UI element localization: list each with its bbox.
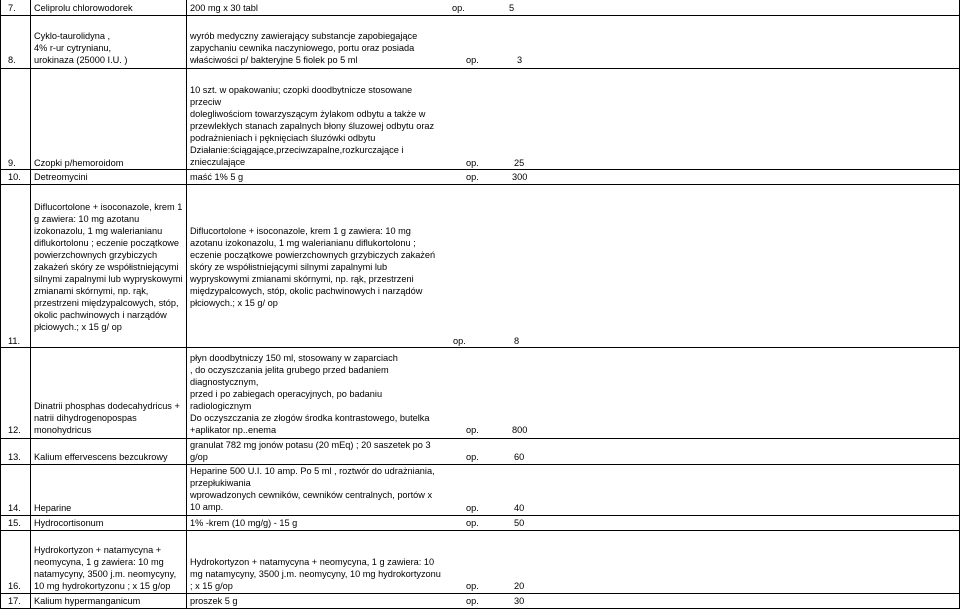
product-description: Hydrokortyzon + natamycyna + neomycyna, 1 g zawiera: 10 mg natamycyny, 3500 j.m. neomycyny, 10 mg hydrokortyzonu ; x 15 g/op [190,557,441,591]
quantity: 60 [514,452,525,462]
product-description: 200 mg x 30 tabl [190,3,258,13]
table-row [0,516,960,531]
product-description: granulat 782 mg jonów potasu (20 mEq) ; 20 saszetek po 3 g/op [190,440,431,462]
product-description: Heparine 500 U.I. 10 amp. Po 5 ml , roztwór do udrażniania, przepłukiwania wprowadzonych cewników, cewników centralnych, portów x 10 amp. [190,466,435,512]
unit-label: op. [466,55,479,65]
unit-label: op. [453,336,466,346]
table-row [0,465,960,516]
product-name: Cyklo-taurolidyna , 4% r-ur cytrynianu, urokinaza (25000 I.U. ) [34,31,128,65]
product-description: maść 1% 5 g [190,172,244,182]
quantity: 30 [514,596,525,606]
table-row [0,69,960,170]
table-row [0,594,960,609]
quantity: 8 [514,336,520,346]
table-row [0,185,960,348]
unit-label: op. [466,596,479,606]
unit-label: op. [466,158,479,168]
product-name: Kalium hypermanganicum [34,596,141,606]
row-number: 7. [8,3,16,13]
product-name: Hydrokortyzon + natamycyna + neomycyna, 1 g zawiera: 10 mg natamycyny, 3500 j.m. neomycyny, 10 mg hydrokortyzonu ; x 15 g/op [34,545,177,591]
unit-label: op. [466,172,479,182]
table-row [0,531,960,594]
product-name: Heparine [34,503,72,513]
product-name: Diflucortolone + isoconazole, krem 1 g zawiera: 10 mg azotanu izokonazolu, 1 mg walerianianu diflukortolonu ; eczenie początkowe powierzchownych grzybiczych zakażeń skóry ze współistniejącymi silnymi zapalnymi lub wypryskowymi zmianami skórnymi, np. rąk, przestrzeni międzypalcowych, stóp, okolic pachwinowych i narządów płciowych.; x 15 g/ op [34,202,183,332]
product-name: Kalium effervescens bezcukrowy [34,452,168,462]
unit-label: op. [466,425,479,435]
quantity: 25 [514,158,525,168]
product-description: wyrób medyczny zawierający substancje zapobiegające zapychaniu cewnika naczyniowego, portu oraz posiada właściwości p/ bakteryjne 5 fiolek po 5 ml [190,31,418,65]
product-name: Dinatrii phosphas dodecahydricus + natrii dihydrogenopospas monohydricus [34,401,180,435]
row-number: 12. [8,425,21,435]
quantity: 5 [509,3,515,13]
unit-label: op. [452,3,465,13]
product-name: Detreomycini [34,172,88,182]
row-number: 11. [8,336,21,346]
product-name: Hydrocortisonum [34,518,104,528]
quantity: 50 [514,518,525,528]
quantity: 3 [517,55,523,65]
unit-label: op. [466,518,479,528]
table-row [0,439,960,465]
product-description: płyn doodbytniczy 150 ml, stosowany w zaparciach , do oczyszczania jelita grubego przed badaniem diagnostycznym, przed i po zabiegach operacyjnych, po badaniu radiologicznym Do oczyszczania ze złogów środka kontrastowego, butelka +aplikator np..enema [190,353,430,435]
row-number: 17. [8,596,21,606]
unit-label: op. [466,503,479,513]
quantity: 40 [514,503,525,513]
product-description: proszek 5 g [190,596,238,606]
product-description: Diflucortolone + isoconazole, krem 1 g zawiera: 10 mg azotanu izokonazolu, 1 mg walerianianu diflukortolonu ; eczenie początkowe powierzchownych grzybiczych zakażeń skóry ze współistniejącymi silnymi zapalnymi lub wypryskowymi zmianami skórnymi, np. rąk, przestrzeni międzypalcowych, stóp, okolic pachwinowych i narządów płciowych.; x 15 g/ op [190,226,436,308]
table-row [0,348,960,439]
row-number: 8. [8,55,16,65]
row-number: 13. [8,452,21,462]
row-number: 14. [8,503,21,513]
unit-label: op. [466,581,479,591]
table-row [0,16,960,69]
row-number: 16. [8,581,21,591]
product-description: 10 szt. w opakowaniu; czopki doodbytnicze stosowane przeciw dolegliwościom towarzyszącym żylakom odbytu a także w przewlekłych stanach zapalnych błony śluzowej odbytu oraz podrażnieniach i pęknięciach śluzówki odbytu Działanie:ściągające,przeciwzapalne,rozkurczające i znieczulające [190,85,435,167]
row-number: 9. [8,158,16,168]
unit-label: op. [466,452,479,462]
quantity: 300 [512,172,528,182]
product-name: Czopki p/hemoroidom [34,158,124,168]
row-number: 10. [8,172,21,182]
table-row [0,170,960,185]
product-description: 1% -krem (10 mg/g) - 15 g [190,518,298,528]
quantity: 20 [514,581,525,591]
row-number: 15. [8,518,21,528]
quantity: 800 [512,425,528,435]
table-row [0,0,960,16]
product-name: Celiprolu chlorowodorek [34,3,133,13]
